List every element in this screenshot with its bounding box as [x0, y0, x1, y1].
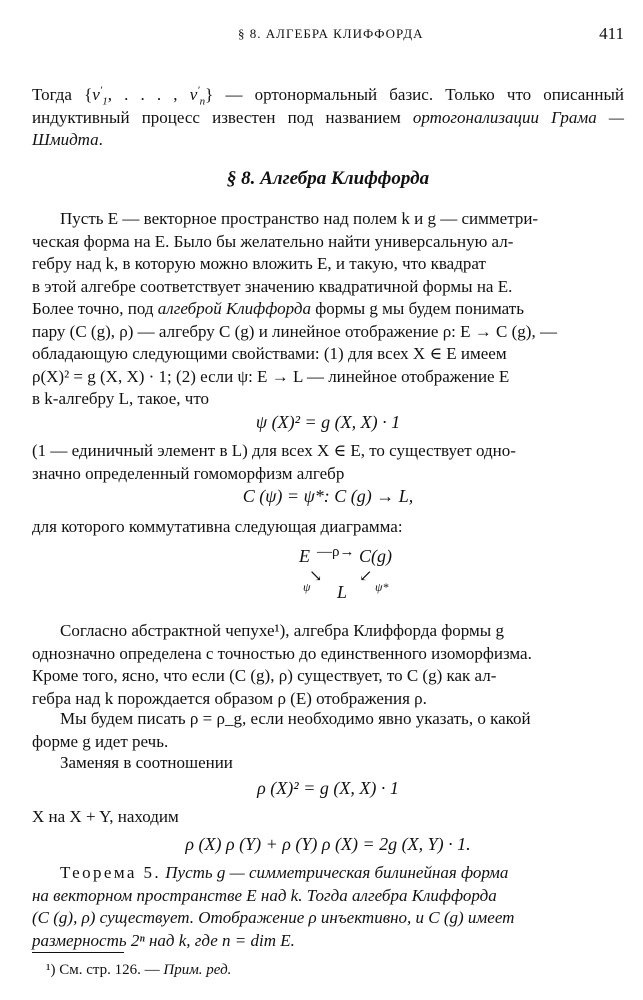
para2-line1: (1 — единичный элемент в L) для всех X ∈ E, то существует одно- [32, 441, 516, 460]
theorem-line4-text: размерность 2ⁿ над k, где n = dim E. [32, 930, 295, 950]
intro-text-middle: } — ортонормальный базис. Только что описанный индуктивный процесс известен под названием [32, 85, 625, 127]
intro-v1: v [92, 85, 100, 104]
para5-line2: форме g идет речь. [32, 731, 169, 751]
theorem-5 [32, 862, 624, 952]
theorem-line2 [32, 885, 624, 908]
page-header [32, 24, 624, 44]
commutative-diagram [297, 546, 417, 606]
intro-text-end: . [98, 130, 103, 149]
para5-line1: Мы будем писать ρ = ρ_g, если необходимо явно указать, о какой [60, 709, 531, 728]
section-title: § 8. Алгебра Клиффорда [226, 168, 430, 189]
intro-vn: v [189, 85, 198, 104]
paragraph-7 [32, 806, 624, 829]
para1-line6: пару (C (g), ρ) — алгебру C (g) и линейное отображение ρ: E → C (g), — [32, 321, 557, 341]
formula-homomorphism: C (ψ) = ψ*: C (g) → L, [242, 486, 414, 506]
formula-rho-square: ρ (X)² = g (X, X) · 1 [257, 778, 399, 798]
book-page [32, 0, 624, 1000]
footnote-mark: ¹) [46, 962, 56, 978]
intro-paragraph [32, 84, 624, 152]
paragraph-6 [32, 752, 624, 775]
intro-emphasis: ортогонализации Грама — Шмидта [32, 107, 624, 149]
para1-line5-start: Более точно, под [32, 299, 158, 318]
footnote [46, 962, 231, 979]
diagram-arrow-left: ↘ [309, 568, 323, 585]
para4-line3: Кроме того, ясно, что если (C (g), ρ) существует, то C (g) как ал- [32, 666, 497, 685]
para1-line5 [32, 298, 624, 321]
intro-prime-1: ′ [99, 84, 103, 97]
para1-line7: обладающую следующими свойствами: (1) для всех X ∈ E имеем [32, 344, 507, 363]
para2-line2: значно определенный гомоморфизм алгебр [32, 463, 345, 483]
diagram-label-psi-star: ψ* [375, 580, 389, 594]
theorem-line3 [32, 907, 624, 930]
para1-line2: ческая форма на E. Было бы желательно найти универсальную ал- [32, 231, 514, 251]
diagram-label-psi: ψ [303, 580, 311, 594]
para6-text: Заменяя в соотношении [60, 753, 233, 772]
theorem-line2-text: на векторном пространстве E над k. Тогда алгебра Клиффорда [32, 885, 497, 905]
theorem-line1-text: Пусть g — симметрическая билинейная форма [161, 863, 509, 882]
para3-text: для которого коммутативна следующая диаграмма: [32, 517, 403, 536]
page-number: 411 [599, 24, 624, 43]
diagram-arrow-right: ↙ [359, 568, 373, 585]
para1-line4: в этой алгебре соответствует значению квадратичной формы на E. [32, 276, 513, 296]
para1-line8: ρ(X)² = g (X, X) · 1; (2) если ψ: E → L — линейное отображение E [32, 366, 510, 386]
para1-line1: Пусть E — векторное пространство над полем k и g — симметри- [60, 209, 539, 228]
paragraph-3 [32, 516, 624, 539]
theorem-line4 [32, 930, 624, 953]
theorem-line1 [32, 862, 624, 885]
diagram-node-Cg: C(g) [359, 546, 392, 566]
para4-line2: однозначно определена с точностью до единственного изоморфизма. [32, 643, 532, 663]
paragraph-1 [32, 208, 624, 411]
diagram-node-E: E [299, 546, 310, 566]
para1-line3: гебру над k, в которую можно вложить E, и такую, что квадрат [32, 254, 486, 273]
para1-line5-end: формы g мы будем понимать [310, 299, 524, 318]
intro-ellipsis: , . . . , [107, 85, 190, 104]
intro-prime-n: ′ [197, 84, 200, 97]
diagram-arrow-rho: —ρ→ [317, 544, 355, 560]
paragraph-5 [32, 708, 624, 753]
intro-sub-n: n [199, 95, 206, 108]
paragraph-4 [32, 620, 624, 710]
theorem-line3-text: (C (g), ρ) существует. Отображение ρ инъективно, и C (g) имеет [32, 908, 515, 927]
footnote-editor-note: Прим. ред. [163, 962, 232, 978]
footnote-text: См. стр. 126. — [55, 962, 164, 978]
footnote-divider [32, 952, 124, 953]
paragraph-2 [32, 440, 624, 485]
para1-line9: в k-алгебру L, такое, что [32, 389, 210, 408]
clifford-algebra-term: алгеброй Клиффорда [157, 299, 311, 318]
intro-sub-1: 1 [102, 95, 108, 108]
diagram-node-L: L [337, 582, 348, 602]
para7-text: X на X + Y, находим [32, 807, 179, 826]
para4-line1: Согласно абстрактной чепухе¹), алгебра Клиффорда формы g [60, 621, 504, 640]
intro-text-start: Тогда { [32, 85, 93, 104]
para4-line4: гебра над k порождается образом ρ (E) отображения ρ. [32, 688, 427, 708]
formula-psi-square: ψ (X)² = g (X, X) · 1 [255, 412, 401, 432]
formula-anticommutator: ρ (X) ρ (Y) + ρ (Y) ρ (X) = 2g (X, Y) · 1. [185, 834, 471, 854]
running-title: § 8. АЛГЕБРА КЛИФФОРДА [238, 26, 424, 41]
theorem-label: Теорема 5. [60, 863, 162, 882]
